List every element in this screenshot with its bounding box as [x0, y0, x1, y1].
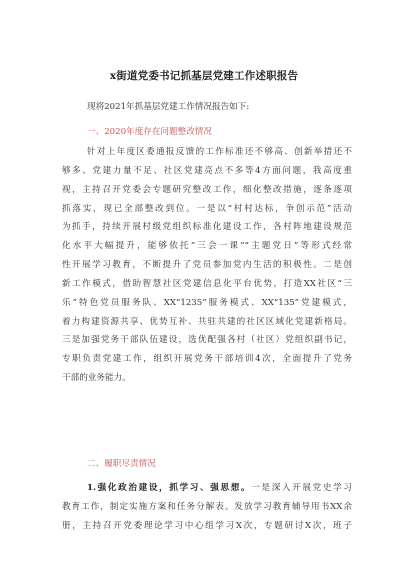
paragraph-line-rest: 一是深入开展党史学习	[251, 483, 352, 493]
intro-paragraph: 现将2021年抓基层党建工作情况报告如下:	[87, 102, 250, 112]
paragraph-line: 三是加强党务干部队伍建设，选优配强各村（社区）党组织副书记，	[62, 335, 352, 346]
paragraph-line: 针对上年度区委通报反馈的工作标准还不够高、创新举措还不	[87, 147, 352, 157]
paragraph-line: 干部的业务能力。	[62, 373, 131, 384]
paragraph-line: 教育工作，制定实施方案和任务分解表。发放学习教育辅导用书XX余	[62, 501, 352, 512]
paragraph-line: 乐”特色党员服务队、XX“1235”服务模式、XX“135”党建模式，	[62, 297, 352, 308]
section-2-paragraph	[62, 479, 352, 536]
paragraph-line: 新工作模式，借助智慧社区党建信息化平台优势，打造XX社区“三	[62, 278, 352, 289]
section-1-paragraph	[62, 143, 352, 388]
subsection-lead: 1.强化政治建设，抓学习、强思想。	[87, 483, 252, 493]
document-title: x街道党委书记抓基层党建工作述职报告	[109, 70, 299, 82]
paragraph-line: 视，主持召开党委会专题研究整改工作，细化整改措施，逐条逐项	[62, 184, 352, 195]
section-heading-2: 二、履职尽责情况	[87, 459, 156, 469]
paragraph-line: 够多、党建力量不足、社区党建亮点不多等4方面问题，我高度重	[62, 165, 352, 176]
paragraph-line	[62, 479, 352, 498]
paragraph-line: 册，主持召开党委理论学习中心组学习X次，专题研讨X次，班子	[62, 520, 352, 531]
paragraph-line: 为抓手，持续开展村级党组织标准化建设工作，各村阵地建设规范	[62, 222, 352, 233]
paragraph-line: 着力构建资源共享、优势互补、共驻共建的社区区域化党建新格局。	[62, 316, 352, 327]
paragraph-line: 化水平大幅提升，能够依托“三会一课”“主题党日”等形式经常	[62, 241, 352, 252]
paragraph-line: 抓落实，现已全部整改到位。一是以“村村达标，争创示范”活动	[62, 203, 352, 214]
paragraph-line: 专职负责党建工作，组织开展党务干部培训4次，全面提升了党务	[62, 354, 352, 365]
section-heading-1: 一、2020年度存在问题整改情况	[87, 127, 212, 137]
paragraph-line: 性开展学习教育，不断提升了党员参加党内生活的积极性。二是创	[62, 260, 352, 271]
